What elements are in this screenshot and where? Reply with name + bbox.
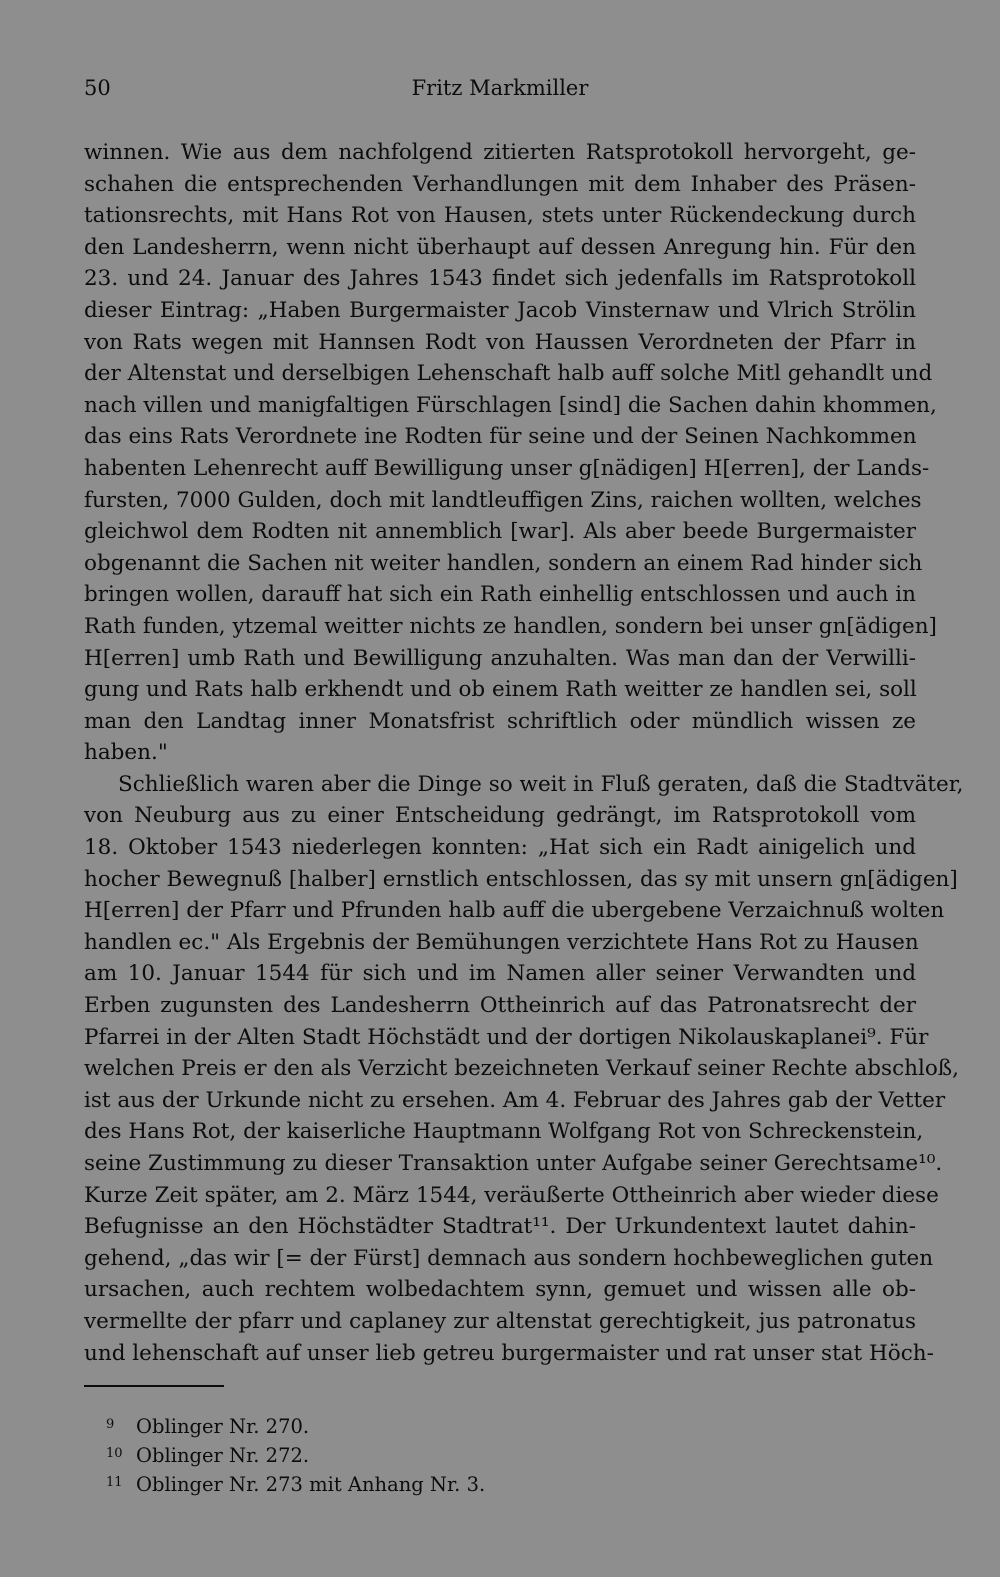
- text-line: Befugnisse an den Höchstädter Stadtrat¹¹. Der Urkundentext lautet dahin-: [84, 1214, 916, 1240]
- text-line: handlen ec." Als Ergebnis der Bemühungen verzichtete Hans Rot zu Hausen: [84, 929, 919, 955]
- text-line: und lehenschaft auf unser lieb getreu burgermaister und rat unser stat Höch-: [84, 1340, 934, 1366]
- text-line: fursten, 7000 Gulden, doch mit landtleuffigen Zins, raichen wollten, welches: [84, 487, 922, 513]
- page-header: [84, 76, 916, 106]
- footnote-number: 10: [106, 1446, 123, 1461]
- footnote-separator: [84, 1385, 224, 1387]
- footnote-number: 11: [106, 1475, 123, 1490]
- running-title: Fritz Markmiller: [411, 76, 589, 100]
- text-line: 18. Oktober 1543 niederlegen konnten: „Hat sich ein Radt ainigelich und: [84, 835, 916, 861]
- text-line: vermellte der pfarr und caplaney zur altenstat gerechtigkeit, jus patronatus: [84, 1308, 916, 1334]
- text-line: das eins Rats Verordnete ine Rodten für seine und der Seinen Nachkommen: [84, 424, 917, 450]
- text-line: haben.": [84, 740, 168, 766]
- text-line: H[erren] umb Rath und Bewilligung anzuhalten. Was man dan der Verwilli-: [84, 645, 916, 671]
- text-line: seine Zustimmung zu dieser Transaktion unter Aufgabe seiner Gerechtsame¹⁰.: [84, 1151, 943, 1176]
- text-line: gung und Rats halb erkhendt und ob einem Rath weitter ze handlen sei, soll: [84, 677, 917, 703]
- text-line: ursachen, auch rechtem wolbedachtem synn, gemuet und wissen alle ob-: [84, 1277, 916, 1303]
- text-line: Erben zugunsten des Landesherrn Ottheinrich auf das Patronatsrecht der: [84, 993, 916, 1019]
- footnote: [106, 1468, 806, 1497]
- text-line: am 10. Januar 1544 für sich und im Namen aller seiner Verwandten und: [84, 961, 916, 987]
- footnotes: [106, 1410, 806, 1497]
- text-line: der Altenstat und derselbigen Lehenschaft halb auff solche Mitl gehandlt und: [84, 361, 933, 387]
- body-text: [84, 137, 964, 1369]
- text-line: gleichwol dem Rodten nit annemblich [war]. Als aber beede Burgermaister: [84, 519, 916, 545]
- text-line: bringen wollen, darauff hat sich ein Rath einhellig entschlossen und auch in: [84, 582, 916, 608]
- paragraph-start-line: Schließlich waren aber die Dinge so weit in Fluß geraten, daß die Stadtväter,: [118, 771, 964, 797]
- text-line: Kurze Zeit später, am 2. März 1544, veräußerte Ottheinrich aber wieder diese: [84, 1182, 939, 1208]
- text-line: schahen die entsprechenden Verhandlungen mit dem Inhaber des Präsen-: [84, 171, 916, 197]
- footnote: [106, 1410, 806, 1439]
- text-line: winnen. Wie aus dem nachfolgend zitierten Ratsprotokoll hervorgeht, ge-: [84, 140, 916, 165]
- text-line: gehend, „das wir [= der Fürst] demnach aus sondern hochbeweglichen guten: [84, 1245, 934, 1271]
- footnote-number: 9: [106, 1417, 115, 1432]
- text-line: des Hans Rot, der kaiserliche Hauptmann Wolfgang Rot von Schreckenstein,: [84, 1119, 924, 1145]
- footnote-text: Oblinger Nr. 273 mit Anhang Nr. 3.: [136, 1473, 486, 1496]
- footnote: [106, 1439, 806, 1468]
- text-line: obgenannt die Sachen nit weiter handlen, sondern an einem Rad hinder sich: [84, 550, 923, 576]
- text-line: H[erren] der Pfarr und Pfrunden halb auff die ubergebene Verzaichnuß wolten: [84, 898, 945, 924]
- text-line: den Landesherrn, wenn nicht überhaupt auf dessen Anregung hin. Für den: [84, 234, 916, 260]
- text-line: man den Landtag inner Monatsfrist schriftlich oder mündlich wissen ze: [84, 708, 916, 734]
- text-line: tationsrechts, mit Hans Rot von Hausen, stets unter Rückendeckung durch: [84, 203, 916, 229]
- text-line: habenten Lehenrecht auff Bewilligung unser g[nädigen] H[erren], der Lands-: [84, 455, 930, 481]
- text-line: hocher Bewegnuß [halber] ernstlich entschlossen, das sy mit unsern gn[ädigen]: [84, 866, 958, 892]
- text-line: Pfarrei in der Alten Stadt Höchstädt und der dortigen Nikolauskaplanei⁹. Für: [84, 1024, 929, 1050]
- text-line: welchen Preis er den als Verzicht bezeichneten Verkauf seiner Rechte abschloß,: [84, 1056, 959, 1082]
- text-line: von Rats wegen mit Hannsen Rodt von Haussen Verordneten der Pfarr in: [84, 329, 916, 355]
- text-line: dieser Eintrag: „Haben Burgermaister Jacob Vinsternaw und Vlrich Strölin: [84, 297, 916, 323]
- footnote-text: Oblinger Nr. 272.: [136, 1444, 310, 1467]
- text-line: 23. und 24. Januar des Jahres 1543 findet sich jedenfalls im Ratsprotokoll: [84, 266, 916, 292]
- text-line: ist aus der Urkunde nicht zu ersehen. Am 4. Februar des Jahres gab der Vetter: [84, 1087, 946, 1113]
- text-line: Rath funden, ytzemal weitter nichts ze handlen, sondern bei unser gn[ädigen]: [84, 613, 937, 639]
- footnote-text: Oblinger Nr. 270.: [136, 1415, 310, 1438]
- page-number: 50: [84, 76, 111, 100]
- text-line: von Neuburg aus zu einer Entscheidung gedrängt, im Ratsprotokoll vom: [84, 803, 916, 829]
- text-line: nach villen und manigfaltigen Fürschlagen [sind] die Sachen dahin khommen,: [84, 392, 937, 418]
